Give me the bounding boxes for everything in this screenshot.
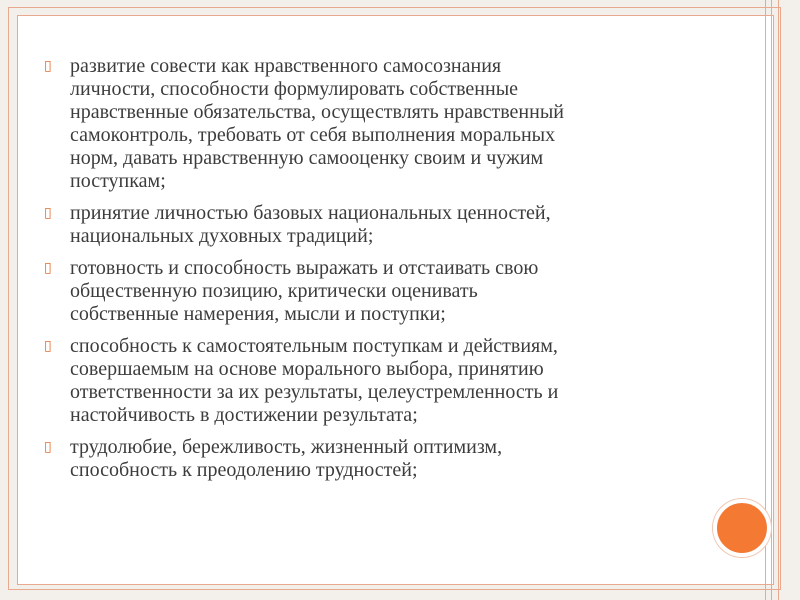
bullet-list <box>44 55 694 491</box>
orange-circle-decoration <box>713 499 771 557</box>
text-line: принятие личностью базовых национальных ценностей, <box>70 202 551 224</box>
list-item <box>44 335 694 427</box>
text-line: способность к самостоятельным поступкам и действиям, <box>70 335 558 357</box>
bullet-icon: ▯ <box>44 205 52 221</box>
text-line: совершаемым на основе морального выбора, принятию <box>70 358 544 380</box>
text-line: норм, давать нравственную самооценку своим и чужим <box>70 147 544 169</box>
list-item-text <box>70 202 694 248</box>
text-line: готовность и способность выражать и отстаивать свою <box>70 257 539 279</box>
decor-line <box>771 0 772 600</box>
text-line: собственные намерения, мысли и поступки; <box>70 303 446 325</box>
list-item-text <box>70 257 694 326</box>
text-line: самоконтроль, требовать от себя выполнения моральных <box>70 124 556 146</box>
text-line: национальных духовных традиций; <box>70 225 374 247</box>
list-item <box>44 257 694 326</box>
list-item-text <box>70 335 694 427</box>
list-item <box>44 436 694 482</box>
decor-line <box>778 0 779 600</box>
text-line: личности, способности формулировать собственные <box>70 78 519 100</box>
text-line: развитие совести как нравственного самосознания <box>70 55 502 77</box>
text-line: настойчивость в достижении результата; <box>70 404 418 426</box>
list-item <box>44 55 694 193</box>
list-item-text <box>70 436 694 482</box>
text-line: трудолюбие, бережливость, жизненный оптимизм, <box>70 436 503 458</box>
bullet-icon: ▯ <box>44 58 52 74</box>
bullet-icon: ▯ <box>44 260 52 276</box>
bullet-icon: ▯ <box>44 439 52 455</box>
text-line: общественную позицию, критически оценивать <box>70 280 478 302</box>
list-item-text <box>70 55 694 193</box>
text-line: нравственные обязательства, осуществлять нравственный <box>70 101 564 123</box>
text-line: ответственности за их результаты, целеустремленность и <box>70 381 559 403</box>
list-item <box>44 202 694 248</box>
text-line: поступкам; <box>70 170 166 192</box>
right-decoration <box>763 0 800 600</box>
bullet-icon: ▯ <box>44 338 52 354</box>
text-line: способность к преодолению трудностей; <box>70 459 418 481</box>
